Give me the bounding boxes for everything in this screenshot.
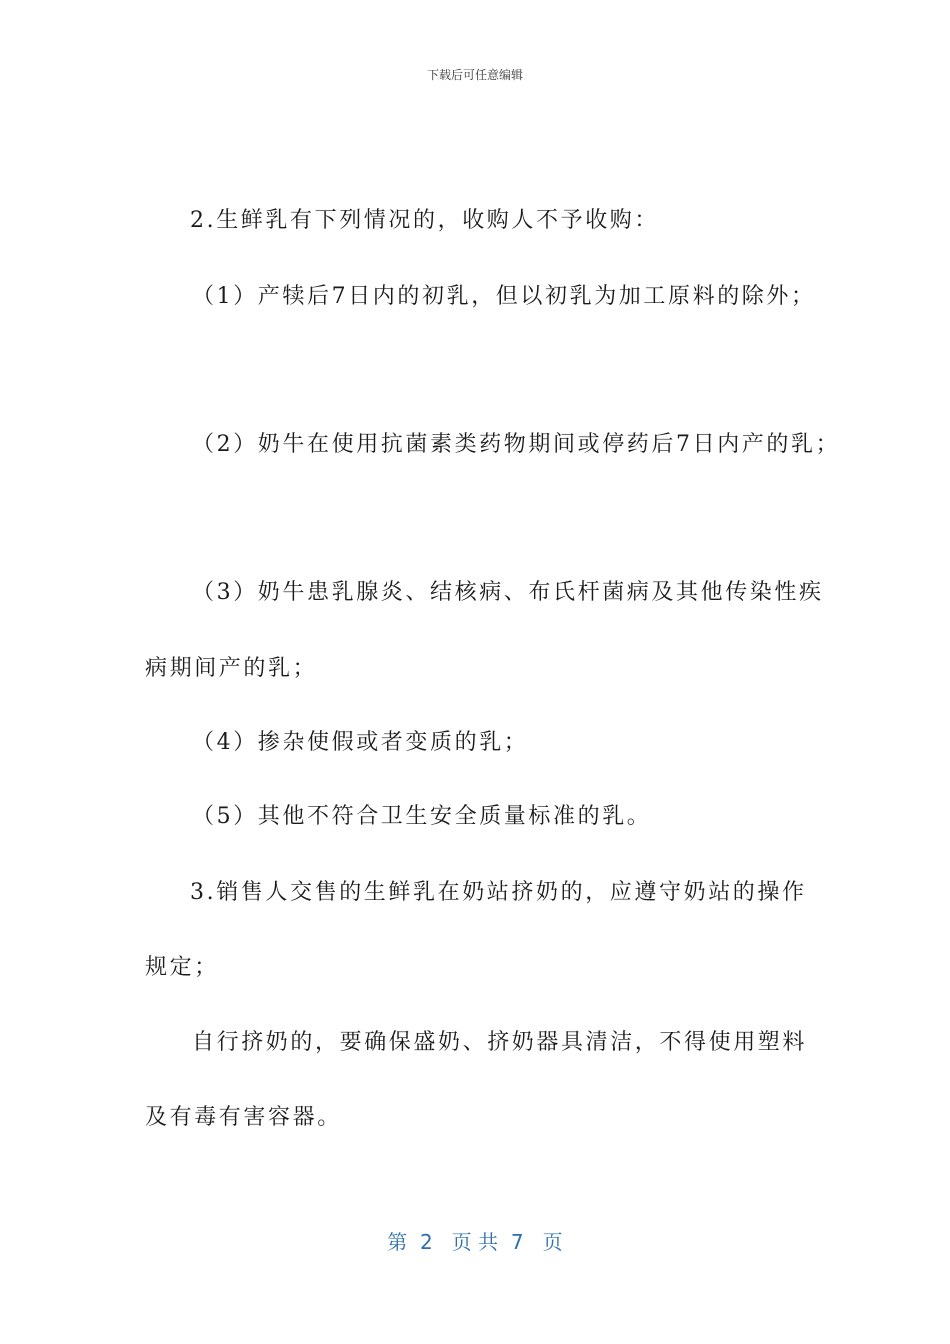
- paragraph-line: （4）掺杂使假或者变质的乳；: [192, 730, 529, 755]
- paragraph-line: 及有毒有害容器。: [145, 1105, 342, 1130]
- paragraph-line: （1）产犊后7日内的初乳，但以初乳为加工原料的除外；: [192, 284, 816, 309]
- paragraph-line: 自行挤奶的，要确保盛奶、挤奶器具清洁，不得使用塑料: [192, 1030, 808, 1055]
- paragraph-line: （2）奶牛在使用抗菌素类药物期间或停药后7日内产的乳；: [192, 432, 841, 457]
- paragraph-line: （5）其他不符合卫生安全质量标准的乳。: [192, 804, 652, 829]
- page-number-footer: 第 2 页 共 7 页: [387, 1230, 563, 1254]
- paragraph-line: 病期间产的乳；: [145, 656, 318, 681]
- paragraph-line: 3.销售人交售的生鲜乳在奶站挤奶的，应遵守奶站的操作: [190, 880, 807, 905]
- paragraph-line: 规定；: [145, 955, 219, 980]
- header-note: 下载后可任意编辑: [426, 68, 523, 82]
- paragraph-line: 2.生鲜乳有下列情况的，收购人不予收购：: [190, 208, 659, 233]
- paragraph-line: （3）奶牛患乳腺炎、结核病、布氏杆菌病及其他传染性疾: [192, 580, 824, 605]
